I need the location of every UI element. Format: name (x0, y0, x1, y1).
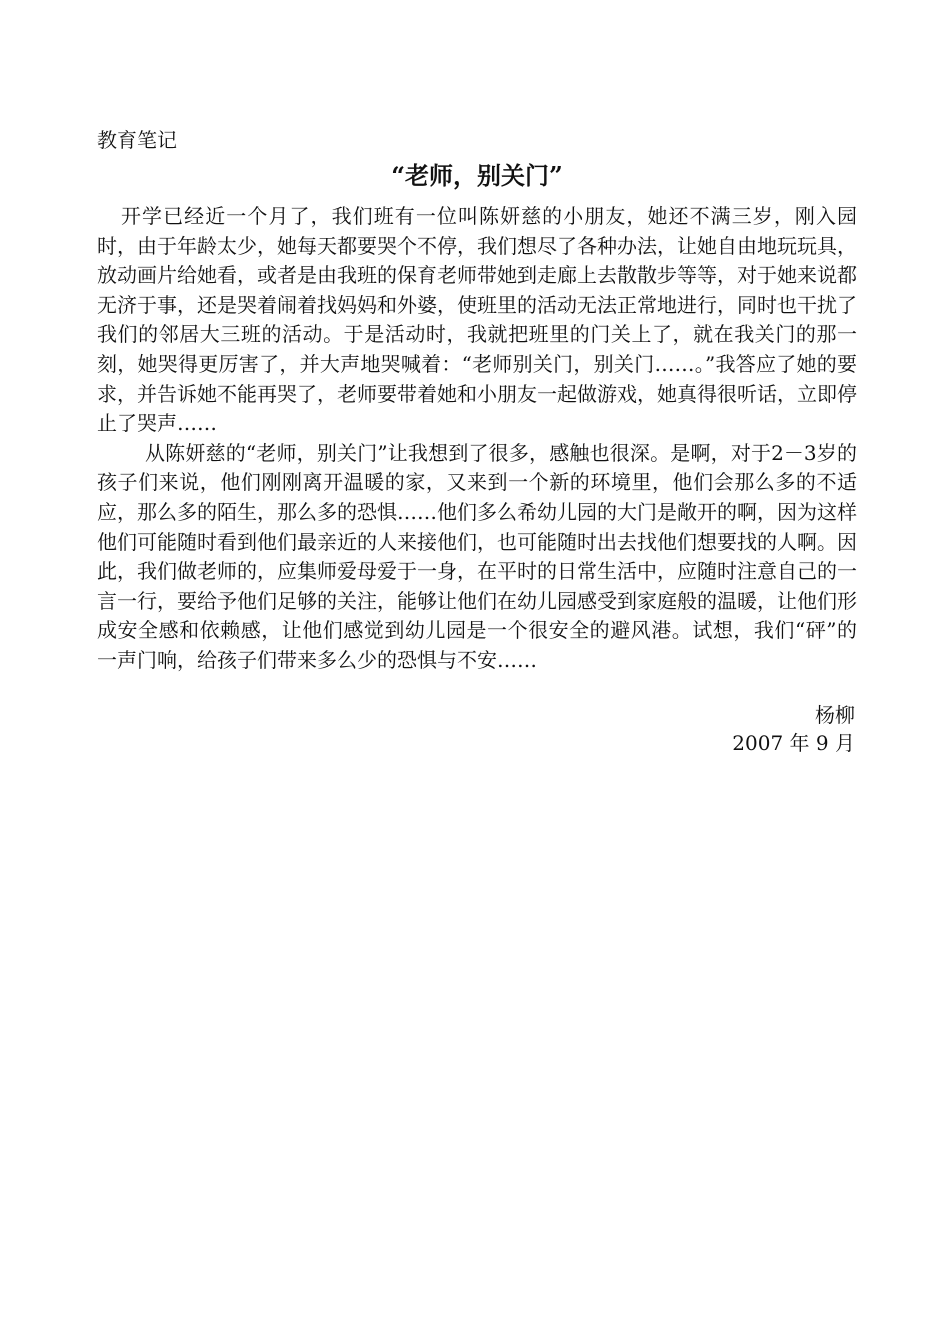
author-name: 杨柳 (815, 702, 855, 727)
document-date: 2007 年 9 月 (732, 730, 855, 755)
signature-block (97, 701, 857, 757)
paragraph-1: 开学已经近一个月了，我们班有一位叫陈妍慈的小朋友，她还不满三岁，刚入园时，由于年龄太少，她每天都要哭个不停，我们想尽了各种办法，让她自由地玩玩具，放动画片给她看，或者是由我班的保育老师带她到走廊上去散散步等等，对于她来说都无济于事，还是哭着闹着找妈妈和外婆，使班里的活动无法正常地进行，同时也干扰了我们的邻居大三班的活动。于是活动时，我就把班里的门关上了，就在我关门的那一刻，她哭得更厉害了，并大声地哭喊着：“老师别关门，别关门……。”我答应了她的要求，并告诉她不能再哭了，老师要带着她和小朋友一起做游戏，她真得很听话，立即停止了哭声…… (97, 204, 857, 436)
document-title: “老师，别关门” (391, 161, 563, 190)
document-page (97, 124, 857, 757)
paragraph-2: 从陈妍慈的“老师，别关门”让我想到了很多，感触也很深。是啊，对于2－3岁的孩子们来说，他们刚刚离开温暖的家，又来到一个新的环境里，他们会那么多的不适应，那么多的陌生，那么多的恐惧……他们多么希幼儿园的大门是敞开的啊，因为这样他们可能随时看到他们最亲近的人来接他们，也可能随时出去找他们想要找的人啊。因此，我们做老师的，应集师爱母爱于一身，在平时的日常生活中，应随时注意自己的一言一行，要给予他们足够的关注，能够让他们在幼儿园感受到家庭般的温暖，让他们形成安全感和依赖感，让他们感觉到幼儿园是一个很安全的避风港。试想，我们“砰”的一声门响，给孩子们带来多么少的恐惧与不安…… (97, 440, 857, 672)
document-category: 教育笔记 (97, 128, 177, 152)
